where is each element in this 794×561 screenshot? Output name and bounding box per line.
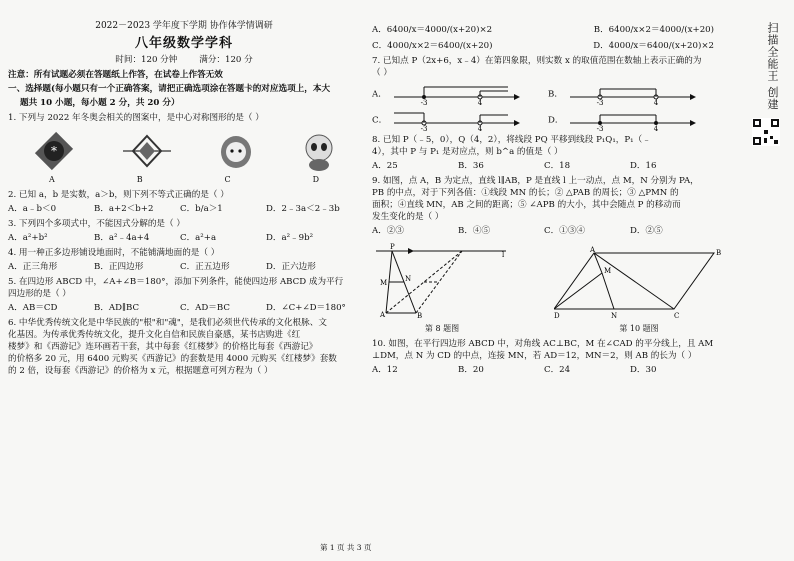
- q9-line-4: 发生变化的是（ ）: [372, 212, 444, 222]
- q8-text-2: 4），其中 P 与 P₁ 是对应点，则 b^a 的值是（ ）: [372, 147, 563, 157]
- q7a-tick-4: 4: [477, 99, 482, 105]
- q7c-tick-4: 4: [477, 125, 483, 131]
- q9-option-d: D．②⑤: [630, 226, 663, 236]
- q2-option-a: A．a﹣b＜0: [8, 204, 57, 214]
- q7-text: 7. 已知点 P（2x+6，x﹣4）在第四象限，则实数 x 的取值范围在数轴上表示正确的为: [372, 56, 702, 66]
- q9-option-c: C．①③④: [544, 226, 585, 236]
- q1-label-b: B: [136, 175, 143, 184]
- q5-text-2: 四边形的是（ ）: [8, 289, 71, 299]
- q1-label-d: D: [312, 175, 319, 184]
- q7b-tick-4: 4: [653, 99, 658, 105]
- fig8-label-m: M: [380, 279, 388, 287]
- q9-option-a: A．②③: [372, 226, 404, 236]
- q7-label-a: A．: [372, 89, 387, 100]
- number-line-a: [390, 83, 520, 105]
- q7d-tick-neg3: -3: [596, 125, 604, 131]
- q6-line-2: 化基因。为传承优秀传统文化，提升文化自信和民族自豪感，某书店购进《红: [8, 330, 301, 340]
- q3-option-a: A．a²+b²: [8, 233, 48, 243]
- q5-option-c: C．AD＝BC: [180, 303, 230, 313]
- q2-option-b: B．a+2＜b+2: [94, 204, 154, 214]
- q7b-tick-neg3: -3: [596, 99, 604, 105]
- q1-label-a: A: [48, 175, 55, 184]
- svg-text:*: *: [50, 144, 57, 158]
- fig8-label-l: l: [502, 251, 505, 259]
- q9-line-2: PB 的中点，对于下列各值：①线段 MN 的长；② △PAB 的周长；③ △PMN 的: [372, 188, 679, 198]
- q5-option-b: B．AD∥BC: [94, 303, 140, 313]
- q8-option-d: D．16: [630, 161, 657, 171]
- q9-body: [372, 175, 724, 223]
- q1-option-d: [299, 130, 339, 172]
- q3-option-b: B．a²﹣4a+4: [94, 233, 150, 243]
- q6-option-a: A．6400/x＝4000/(x+20)×2: [372, 25, 493, 35]
- number-line-c: [390, 109, 520, 131]
- q9-option-b: B．④⑤: [458, 226, 491, 236]
- q5-option-d: D．∠C+∠D＝180°: [266, 303, 346, 313]
- fig10-label-a: A: [590, 246, 596, 254]
- right-column: [372, 0, 724, 376]
- q6-line-1: 6. 中华优秀传统文化是中华民族的"根"和"魂"，是我们必须世代传承的文化根脉、文: [8, 318, 327, 328]
- figure-8-caption: 第 8 题图: [424, 324, 460, 333]
- page-footer: 第 1 页 共 3 页: [320, 543, 372, 552]
- q4-text: 4. 用一种正多边形铺设地面时，不能铺满地面的是（ ）: [8, 248, 220, 258]
- fig10-label-m: M: [604, 267, 612, 275]
- fig8-label-n: N: [405, 275, 412, 283]
- q10-text-2: ⊥DM，点 N 为 CD 的中点，连接 MN，若 AD＝12，MN＝2，则 AB 的长为（ ）: [372, 351, 697, 361]
- q7-options: [372, 83, 724, 131]
- q10-options: [372, 364, 724, 376]
- q2-text: 2. 已知 a，b 是实数，a＞b，则下列不等式正确的是（ ）: [8, 190, 229, 200]
- fig8-label-p: P: [390, 243, 395, 251]
- q1-option-c: [216, 130, 256, 172]
- exam-note: 注意：所有试题必须在答题纸上作答，在试卷上作答无效: [8, 70, 223, 80]
- section1-title: 一、选择题(每小题只有一个正确答案，请把正确选项涂在答题卡的对应选项上，本大: [8, 84, 331, 94]
- q1-text: 1. 下列与 2022 年冬奥会相关的图案中，是中心对称图形的是（ ）: [8, 113, 264, 123]
- figure-10-caption: 第 10 题图: [619, 324, 659, 333]
- q7a-tick-neg3: -3: [420, 99, 427, 105]
- q6-option-d: D．4000/x＝6400/(x+20)×2: [593, 41, 714, 51]
- q7-label-b: B．: [548, 89, 563, 100]
- q1-labels: [8, 174, 360, 186]
- q3-text: 3. 下列四个多项式中，不能因式分解的是（ ）: [8, 219, 185, 229]
- q6-line-3: 楼梦》和《西游记》连环画若干套，其中每套《红楼梦》的价格比每套《西游记》: [8, 342, 318, 352]
- figure-10-diagram: [554, 243, 724, 319]
- q9-line-3: 面积；④直线 MN，AB 之间的距离；⑤ ∠APB 的大小，其中会随点 P 的移动而: [372, 200, 681, 210]
- q7-option-a: [372, 83, 548, 105]
- q1-figures: [8, 128, 360, 174]
- q8-option-b: B．36: [458, 161, 484, 171]
- q7-option-b: [548, 83, 724, 105]
- q9-options: [372, 225, 724, 237]
- q7-option-c: [372, 109, 548, 131]
- q1-option-a: [30, 130, 78, 172]
- fig8-label-b: B: [417, 312, 423, 319]
- q2-options: [8, 203, 360, 215]
- exam-term: 2022－2023 学年度下学期 协作体学情调研: [95, 21, 273, 31]
- knot-emblem-icon: [121, 130, 173, 172]
- q10-option-a: A．12: [372, 365, 398, 375]
- q10-text: 10. 如图，在平行四边形 ABCD 中，对角线 AC⊥BC，M 在∠CAD 的平分线上，且 AM: [372, 339, 714, 349]
- q8-text: 8. 已知 P（﹣5，0），Q（4，2），将线段 PQ 平移到线段 P₁Q₁，P₁（﹣: [372, 135, 651, 145]
- q6-options-row-2: [372, 40, 724, 52]
- q7d-tick-4: 4: [653, 125, 659, 131]
- fig10-label-c: C: [674, 312, 680, 319]
- mascot-lantern-icon: [216, 130, 256, 172]
- section1-title-2: 题共 10 小题，每小题 2 分，共 20 分）: [20, 98, 180, 108]
- q6-option-b: B．6400/x×2＝4000/(x+20): [593, 25, 714, 35]
- scanner-watermark: 扫描全能王 创建: [766, 22, 779, 111]
- q1-option-b: [121, 130, 173, 172]
- q8-options: [372, 160, 724, 172]
- figure-8-diagram: [372, 243, 512, 319]
- q7-option-d: [548, 109, 724, 131]
- q7-label-c: C．: [372, 115, 388, 126]
- figures-row: [372, 243, 724, 335]
- q1-label-c: C: [224, 175, 231, 184]
- q8-option-a: A．25: [372, 161, 398, 171]
- qr-code-icon: [752, 118, 780, 146]
- q3-options: [8, 232, 360, 244]
- q7c-tick-neg3: -3: [420, 125, 428, 131]
- q6-line-4: 的价格多 20 元，用 6400 元购买《西游记》的套数是用 4000 元购买《红楼梦》套数: [8, 354, 337, 364]
- left-column: [8, 0, 360, 377]
- exam-score: 满分：120 分: [199, 55, 253, 65]
- q6-body: [8, 317, 360, 377]
- q4-option-a: A．正三角形: [8, 262, 58, 272]
- q10-option-b: B．20: [458, 365, 484, 375]
- q2-option-c: C．b/a＞1: [180, 204, 223, 214]
- q5-options: [8, 302, 360, 314]
- figure-8: [372, 243, 512, 335]
- q9-line-1: 9. 如图，点 A，B 为定点，直线 l∥AB，P 是直线 l 上一动点，点 M，N 分别为 PA，: [372, 176, 699, 186]
- q4-option-b: B．正四边形: [94, 262, 144, 272]
- number-line-d: [566, 109, 696, 131]
- q3-option-c: C．a²+a: [180, 233, 217, 243]
- fig10-label-n: N: [611, 312, 618, 319]
- q6-option-c: C．4000/x×2＝6400/(x+20): [372, 41, 493, 51]
- fig8-label-a: A: [380, 311, 386, 319]
- q7-label-d: D．: [548, 115, 564, 126]
- q3-option-d: D．a²﹣9b²: [266, 233, 314, 243]
- mascot-panda-icon: [299, 130, 339, 172]
- snowflake-emblem-icon: [30, 130, 78, 172]
- q2-option-d: D．2﹣3a＜2﹣3b: [266, 204, 340, 214]
- q4-options: [8, 261, 360, 273]
- fig10-label-b: B: [716, 249, 722, 257]
- number-line-b: [566, 83, 696, 105]
- q10-option-c: C．24: [544, 365, 571, 375]
- exam-subject: 八年级数学学科: [134, 36, 233, 51]
- q8-option-c: C．18: [544, 161, 571, 171]
- figure-10: [554, 243, 724, 335]
- fig10-label-d: D: [554, 312, 560, 319]
- exam-time: 时间：120 分钟: [115, 55, 178, 65]
- exam-meta: [8, 54, 360, 66]
- q5-option-a: A．AB＝CD: [8, 303, 58, 313]
- q4-option-c: C．正五边形: [180, 262, 230, 272]
- q5-text: 5. 在四边形 ABCD 中，∠A+∠B＝180°，添加下列条件，能使四边形 ABCD 成为平行: [8, 277, 344, 287]
- q4-option-d: D．正六边形: [266, 262, 316, 272]
- q10-option-d: D．30: [630, 365, 657, 375]
- q6-options-row-1: [372, 24, 724, 36]
- q7-text-2: （ ）: [372, 68, 392, 78]
- q6-line-5: 的 2 倍，设每套《西游记》的价格为 x 元，根据题意可列方程为（ ）: [8, 366, 273, 376]
